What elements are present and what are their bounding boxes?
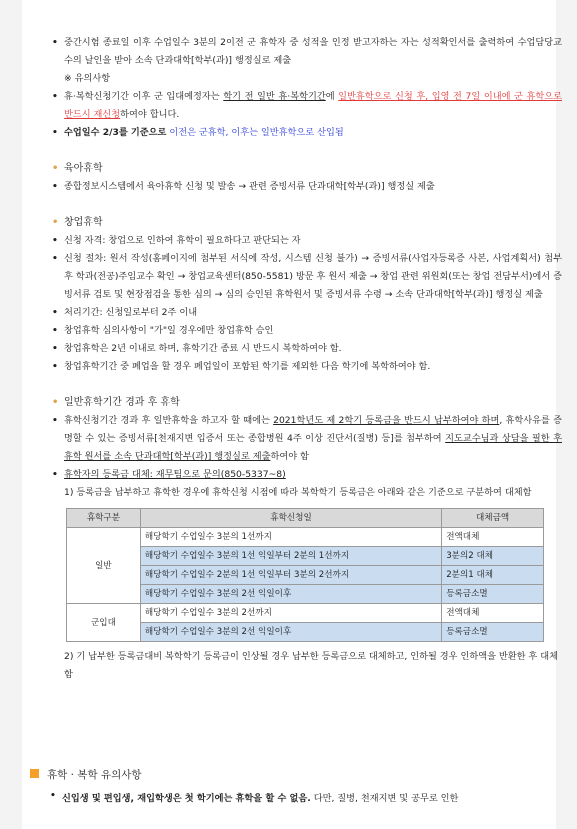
text: 다만, 질병, 천재지변 및 공무로 인한	[310, 793, 459, 804]
table-cell: 해당학기 수업일수 3분의 1선 익일부터 2분의 1선까지	[140, 547, 441, 566]
blue-text: 이전은 군휴학, 이후는 일반휴학으로 산입됨	[166, 127, 344, 138]
bullet-grade-confirmation	[52, 34, 562, 70]
bold-text: 신입생 및 편입생, 재입학생은 첫 학기에는 휴학을 할 수 없음.	[62, 793, 311, 804]
section-parental-leave: • 육아휴학	[52, 160, 562, 178]
bullet-parental-procedure	[52, 178, 562, 196]
bullet-startup-period	[52, 304, 562, 322]
paragraph-1: 1) 등록금을 납부하고 휴학한 경우에 휴학신청 시점에 따라 복학학기 등록금은 아래와 같은 기준으로 구분하여 대체함	[64, 487, 532, 498]
underlined-text: 2021학년도 제 2학기 등록금을 반드시 납부하여야 하며	[273, 415, 500, 426]
table-cell: 등록금소멸	[442, 623, 544, 642]
table-cell: 2분의1 대체	[442, 566, 544, 585]
section-late-general-leave: • 일반휴학기간 경과 후 휴학	[52, 394, 562, 412]
table-header-row	[67, 509, 544, 528]
text: 휴학신청기간 경과 후 일반휴학을 하고자 할 때에는	[64, 415, 274, 426]
header-cell: 휴학신청일	[140, 509, 441, 528]
text: 창업휴학기간 중 폐업을 할 경우 폐업일이 포함된 학기를 제외한 다음 학기에 복학하여야 함.	[64, 361, 431, 372]
table-cell: 해당학기 수업일수 3분의 2선 익일이후	[140, 623, 441, 642]
group-cell: 군입대	[67, 604, 141, 642]
bullet-tuition-replacement	[52, 466, 562, 484]
highlight-text: 일반휴학으로 신청 후, 입영 전 7일 이내에 군 휴학으로 반드시 재신청	[64, 91, 562, 120]
text: 신청 절차: 원서 작성(홈페이지에 첨부된 서식에 작성, 시스템 신청 불가) → 증빙서류(사업자등록증 사본, 사업계획서) 첨부 후 학과(전공)주임교수 확인 → 창업교육센터(850-5581) 방문 후 원서 제출 → 창업 관련 위원회(또는 창업 전담부서)에서 증빙서류 검토 및 현장점검을 통한 심의 → 심의 승인된 휴학원서 및 증빙서류 수령 → 소속 단과대학[학부(과)] 행정실 제출	[64, 253, 562, 300]
square-bullet-icon	[30, 769, 39, 778]
table-cell: 3분의2 대체	[442, 547, 544, 566]
table-cell: 해당학기 수업일수 3분의 1선까지	[140, 528, 441, 547]
table-cell: 해당학기 수업일수 3분의 2선까지	[140, 604, 441, 623]
underlined-text: 휴학자의 등록금 대체: 재무팀으로 문의(850-5337~8)	[64, 469, 286, 480]
text: 처리기간: 신청일로부터 2주 이내	[64, 307, 198, 318]
text: , 휴학사유를 증명할 수 있는 증빙서류[천재지변 입증서 또는 종합병원 4주 이상 진단서(질병) 등]를 첨부하여	[64, 415, 562, 444]
paragraph-2: 2) 기 납부한 등록금대비 복학학기 등록금이 인상될 경우 납부한 등록금으로 대체하고, 인하될 경우 인하액을 반환한 후 대체함	[64, 651, 558, 680]
table-cell: 해당학기 수업일수 2분의 1선 익일부터 3분의 2선까지	[140, 566, 441, 585]
text: 종합정보시스템에서 육아휴학 신청 및 발송 → 관련 증빙서류 단과대학[학부(과)] 행정실 제출	[64, 181, 435, 192]
text: 휴·복학신청기간 이후 군 입대예정자는	[64, 91, 224, 102]
text: 창업휴학 심의사항이 "가"일 경우에만 창업휴학 승인	[64, 325, 274, 336]
table-row	[67, 604, 544, 623]
underlined-text: 지도교수님과 상담을 필한 후 휴학 원서를 소속 단과대학[학부(과)] 행정실로 제출	[64, 433, 563, 462]
bullet-startup-approval	[52, 322, 562, 340]
bullet-startup-closure	[52, 358, 562, 376]
bullet-startup-duration	[52, 340, 562, 358]
note-label: ※ 유의사항	[64, 73, 111, 84]
section-leave-notes	[30, 767, 562, 804]
bullet-two-thirds-rule	[52, 124, 562, 142]
bullet-startup-eligibility	[52, 232, 562, 250]
text: 창업휴학은 2년 이내로 하며, 휴학기간 종료 시 반드시 복학하여야 함.	[64, 343, 342, 354]
header-cell: 휴학구분	[67, 509, 141, 528]
table-cell: 전액대체	[442, 528, 544, 547]
table-cell: 전액대체	[442, 604, 544, 623]
section-startup-leave: • 창업휴학	[52, 214, 562, 232]
bullet-text: 중간시험 종료일 이후 수업일수 3분의 2이전 군 휴학자 중 성적을 인정 받고자하는 자는 성적확인서를 출력하여 수업담당교수의 날인을 받아 소속 단과대학[학부(과)] 행정실로 제출	[64, 37, 562, 66]
bullet-late-leave-procedure	[52, 412, 562, 466]
text: 신청 자격: 창업으로 인하여 휴학이 필요하다고 판단되는 자	[64, 235, 301, 246]
group-cell: 일반	[67, 528, 141, 604]
table-cell: 등록금소멸	[442, 585, 544, 604]
text: 하여야 함	[270, 451, 309, 462]
bullet-military-enlistee	[52, 88, 562, 124]
text: 에	[325, 91, 339, 102]
table-row	[67, 528, 544, 547]
header-cell: 대체금액	[442, 509, 544, 528]
bullet-startup-procedure	[52, 250, 562, 304]
section-title: 휴학 · 복학 유의사항	[47, 769, 142, 781]
document-page	[22, 0, 563, 829]
bullet-freshmen-rule	[50, 790, 562, 804]
underlined-text: 학기 전 일반 휴·복학기간	[223, 91, 326, 102]
document-body	[52, 34, 562, 684]
tuition-table	[66, 508, 544, 642]
table-cell: 해당학기 수업일수 3분의 2선 익일이후	[140, 585, 441, 604]
text: 하여야 합니다.	[120, 109, 180, 120]
bold-text: 수업일수 2/3를 기준으로	[64, 127, 167, 138]
